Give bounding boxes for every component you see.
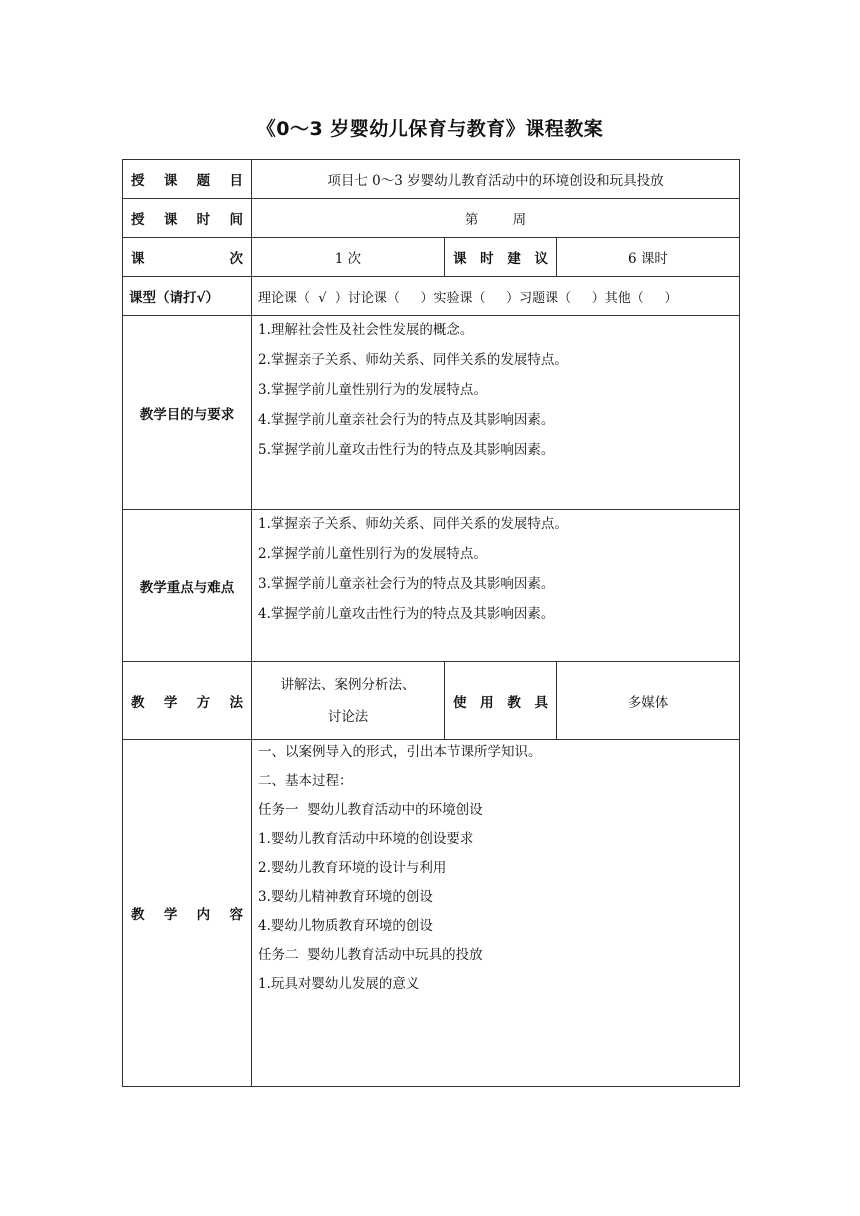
objectives-list — [252, 316, 740, 510]
list-item: 2.掌握学前儿童性别行为的发展特点。 — [258, 546, 487, 562]
row-session — [123, 238, 740, 277]
row-methods — [123, 662, 740, 740]
list-item: 任务一 婴幼儿教育活动中的环境创设 — [258, 802, 483, 818]
row-time — [123, 199, 740, 238]
hours-value: 6 课时 — [557, 238, 740, 277]
time-label: 授课时间 — [123, 199, 252, 238]
hours-label: 课时建议 — [445, 238, 557, 277]
session-label: 课次 — [123, 238, 252, 277]
list-item: 二、基本过程： — [258, 773, 353, 789]
list-item: 3.掌握学前儿童亲社会行为的特点及其影响因素。 — [258, 576, 555, 592]
row-key-points — [123, 510, 740, 662]
list-item: 1.玩具对婴幼儿发展的意义 — [258, 976, 420, 992]
content-list — [252, 740, 740, 1087]
key-points-label: 教学重点与难点 — [123, 510, 252, 662]
page-title: 《0～3 岁婴幼儿保育与教育》课程教案 — [256, 118, 604, 140]
content-label: 教学内容 — [123, 740, 252, 1087]
list-item: 2.掌握亲子关系、师幼关系、同伴关系的发展特点。 — [258, 352, 568, 368]
methods-line-2: 讨论法 — [327, 708, 369, 725]
list-item: 4.婴幼儿物质教育环境的创设 — [258, 918, 433, 934]
tools-value: 多媒体 — [557, 662, 740, 740]
row-content — [123, 740, 740, 1087]
lesson-plan-table — [122, 159, 740, 1087]
list-item: 1.掌握亲子关系、师幼关系、同伴关系的发展特点。 — [258, 516, 568, 532]
methods-label: 教学方法 — [123, 662, 252, 740]
list-item: 1.理解社会性及社会性发展的概念。 — [258, 322, 474, 338]
list-item: 1.婴幼儿教育活动中环境的创设要求 — [258, 831, 474, 847]
list-item: 5.掌握学前儿童攻击性行为的特点及其影响因素。 — [258, 442, 555, 458]
row-topic — [123, 160, 740, 199]
objectives-label: 教学目的与要求 — [123, 316, 252, 510]
methods-value — [252, 662, 445, 740]
type-value: 理论课（ √ ）讨论课（ ）实验课（ ）习题课（ ）其他（ ） — [252, 277, 740, 316]
list-item: 3.婴幼儿精神教育环境的创设 — [258, 889, 433, 905]
session-value: 1 次 — [252, 238, 445, 277]
row-objectives — [123, 316, 740, 510]
key-points-list — [252, 510, 740, 662]
topic-label: 授课题目 — [123, 160, 252, 199]
time-value: 第 周 — [252, 199, 740, 238]
type-label: 课型（请打√） — [123, 277, 252, 316]
tools-label: 使用教具 — [445, 662, 557, 740]
methods-line-1: 讲解法、案例分析法、 — [280, 676, 416, 693]
topic-value: 项目七 0～3 岁婴幼儿教育活动中的环境创设和玩具投放 — [252, 160, 740, 199]
list-item: 一、以案例导入的形式，引出本节课所学知识。 — [258, 744, 542, 760]
row-type — [123, 277, 740, 316]
list-item: 4.掌握学前儿童亲社会行为的特点及其影响因素。 — [258, 412, 555, 428]
list-item: 任务二 婴幼儿教育活动中玩具的投放 — [258, 947, 483, 963]
list-item: 3.掌握学前儿童性别行为的发展特点。 — [258, 382, 487, 398]
list-item: 2.婴幼儿教育环境的设计与利用 — [258, 860, 447, 876]
list-item: 4.掌握学前儿童攻击性行为的特点及其影响因素。 — [258, 606, 555, 622]
